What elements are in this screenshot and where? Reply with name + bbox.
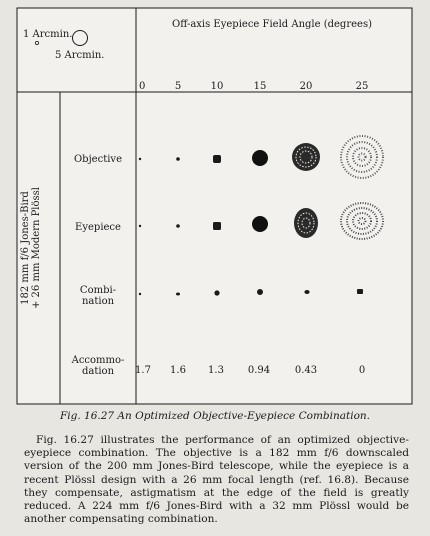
header-title: Off-axis Eyepiece Field Angle (degrees): [172, 19, 372, 30]
spot-objective-10: [213, 155, 221, 163]
row-label-accommodation: dation: [81, 366, 115, 377]
spot-combination-5: [176, 293, 180, 296]
row-label-combination: nation: [81, 296, 115, 307]
legend-5-arcmin-label: 5 Arcmin.: [55, 50, 105, 61]
row-label-accommodation: Accommo-: [71, 355, 125, 366]
side-label-line1: 182 mm f/6 Jones-Bird: [20, 191, 31, 305]
accommodation-value: 1.7: [135, 365, 151, 376]
spot-objective-0: [139, 158, 141, 160]
spot-eyepiece-20: [294, 208, 318, 238]
figure-caption: Fig. 16.27 An Optimized Objective-Eyepiece Combination.: [59, 410, 371, 422]
spot-eyepiece-0: [139, 225, 141, 227]
angle-label: 0: [139, 81, 146, 92]
angle-label: 20: [299, 81, 313, 92]
spot-combination-15: [257, 289, 263, 295]
accommodation-value: 0: [358, 365, 366, 376]
accommodation-value: 1.3: [208, 365, 224, 376]
spot-eyepiece-5: [176, 224, 180, 228]
accommodation-value: 1.6: [170, 365, 186, 376]
spot-objective-20: [292, 143, 320, 171]
side-label-line2: + 26 mm Modern Plössl: [31, 187, 42, 309]
spot-combination-25: [357, 289, 363, 294]
spot-eyepiece-15: [252, 216, 268, 232]
angle-label: 5: [174, 81, 182, 92]
spot-eyepiece-10: [213, 222, 221, 230]
body-paragraph: Fig. 16.27 illustrates the performance of an optimized objective-eyepiece combination. The objective is a 182 mm f/6 downscaled version of the 200 mm Jones-Bird telescope, while the eyepiece is a recent Plössl design with a 26 mm focal length (ref. 16.8). Because they compensate, astigmatism at the edge of the field is greatly reduced. A 224 mm f/6 Jones-Bird with a 32 mm Plössl would be another compensating combination.: [24, 434, 409, 526]
row-label-eyepiece: Eyepiece: [75, 222, 121, 233]
spot-combination-10: [214, 290, 219, 295]
legend-1-arcmin-label: 1 Arcmin.: [23, 29, 73, 40]
angle-label: 15: [253, 81, 267, 92]
angle-label: 25: [355, 81, 369, 92]
spot-objective-15: [252, 150, 268, 166]
spot-combination-0: [139, 293, 141, 295]
spot-combination-20: [304, 290, 309, 294]
accommodation-value: 0.43: [294, 365, 318, 376]
row-label-objective: Objective: [73, 154, 123, 165]
angle-label: 10: [210, 81, 224, 92]
spot-objective-5: [176, 157, 180, 161]
accommodation-value: 0.94: [247, 365, 271, 376]
row-label-combination: Combi-: [79, 285, 117, 296]
